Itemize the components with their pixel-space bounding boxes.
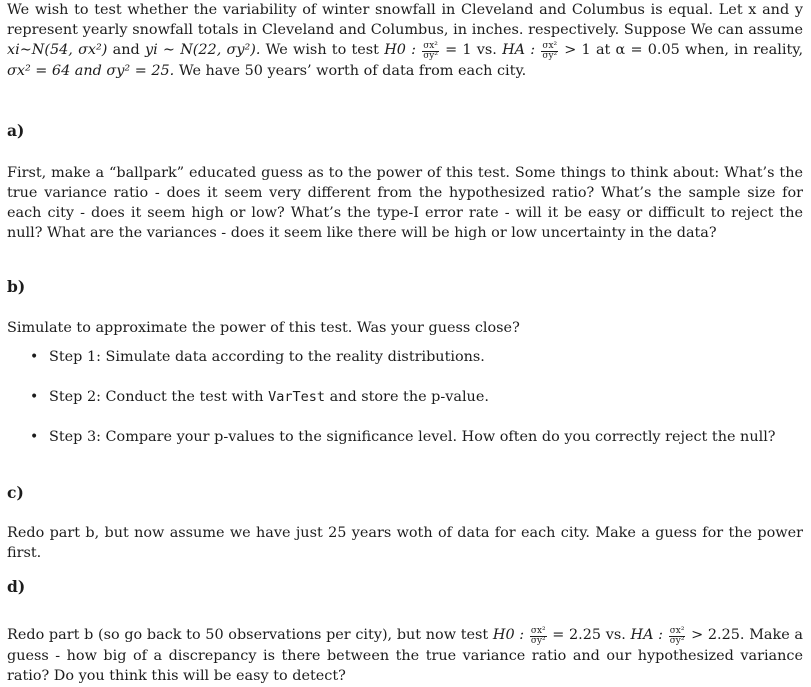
- part-c-text: Redo part b, but now assume we have just 25 years woth of data for each city. Make a guess for the power first.: [7, 525, 803, 561]
- intro-h0: H0 :: [384, 42, 416, 58]
- list-item: [7, 427, 803, 447]
- intro-tail: We have 50 years’ worth of data from each city.: [178, 63, 527, 80]
- bullet-dot: •: [30, 389, 39, 405]
- part-d-ha-ratio: [669, 627, 686, 647]
- ratio-denominator: σy²: [423, 51, 438, 62]
- step-2-code: VarTest: [268, 389, 326, 405]
- intro-paragraph: [7, 0, 803, 81]
- part-b-text: Simulate to approximate the power of this test. Was your guess close?: [7, 320, 520, 336]
- intro-dist-y: yi ∼ N(22, σy²).: [144, 42, 261, 58]
- ratio-numerator: σx²: [423, 40, 438, 51]
- bullet-dot: •: [30, 349, 39, 365]
- bullet-dot: •: [30, 429, 39, 445]
- part-c-heading: c): [7, 483, 24, 502]
- ratio-numerator: σx²: [669, 625, 685, 636]
- ratio-numerator: σx²: [542, 40, 558, 51]
- intro-ha-ratio: [541, 42, 558, 62]
- intro-h0-ratio: [422, 42, 439, 62]
- intro-h0-rhs: = 1 vs.: [445, 42, 497, 58]
- step-3-text: Step 3: Compare your p-values to the significance level. How often do you correctly reject the null?: [49, 429, 776, 445]
- part-d-h0: H0 :: [492, 627, 525, 643]
- step-2-post: and store the p-value.: [329, 389, 489, 405]
- part-d-h0-rhs: = 2.25 vs.: [552, 627, 626, 643]
- part-a-heading: a): [7, 121, 25, 140]
- intro-ha: HA :: [502, 42, 536, 58]
- part-d-heading: d): [7, 577, 26, 596]
- part-b-steps: [7, 347, 803, 447]
- part-d-text: [7, 625, 803, 686]
- intro-dist-x: xi∼N(54, σx²): [7, 42, 108, 58]
- ratio-denominator: σy²: [530, 636, 546, 647]
- ratio-denominator: σy²: [542, 51, 558, 62]
- intro-reality: σx² = 64 and σy² = 25.: [7, 63, 175, 80]
- part-b-heading: b): [7, 277, 26, 296]
- part-d-ha: HA :: [630, 627, 664, 643]
- intro-line1: We wish to test whether the variability of winter snowfall in Cleveland and Columbus is equal. Let x and y represent yearly snowfall totals in Cleveland and Columbus, in inches. respectively. Suppose We can assume: [7, 2, 803, 38]
- step-2-pre: Step 2: Conduct the test with: [49, 389, 264, 405]
- list-item: [7, 347, 803, 367]
- intro-ha-rhs: > 1 at α = 0.05 when, in reality,: [564, 42, 804, 58]
- list-item: [7, 387, 803, 407]
- step-1-text: Step 1: Simulate data according to the reality distributions.: [49, 349, 485, 365]
- ratio-denominator: σy²: [669, 636, 685, 647]
- ratio-numerator: σx²: [530, 625, 546, 636]
- part-d-ha-rhs: > 2.25.: [691, 627, 745, 643]
- part-d-pre: Redo part b (so go back to 50 observations per city), but now test: [7, 627, 489, 643]
- part-d-h0-ratio: [530, 627, 547, 647]
- intro-and: and: [112, 42, 140, 58]
- intro-we-wish: We wish to test: [265, 42, 379, 58]
- part-d-post: Make a guess - how big of a discrepancy is there between the true variance ratio and our hypothesized variance ratio? Do you think this will be easy to detect?: [7, 627, 804, 685]
- part-a-text: First, make a “ballpark” educated guess as to the power of this test. Some things to think about: What’s the true variance ratio - does it seem very different from the hypothesized ratio? What’s the sample size for each city - does it seem high or low? What’s the type-I error rate - will it be easy or difficult to reject the null? What are the variances - does it seem like there will be high or low uncertainty in the data?: [7, 165, 803, 241]
